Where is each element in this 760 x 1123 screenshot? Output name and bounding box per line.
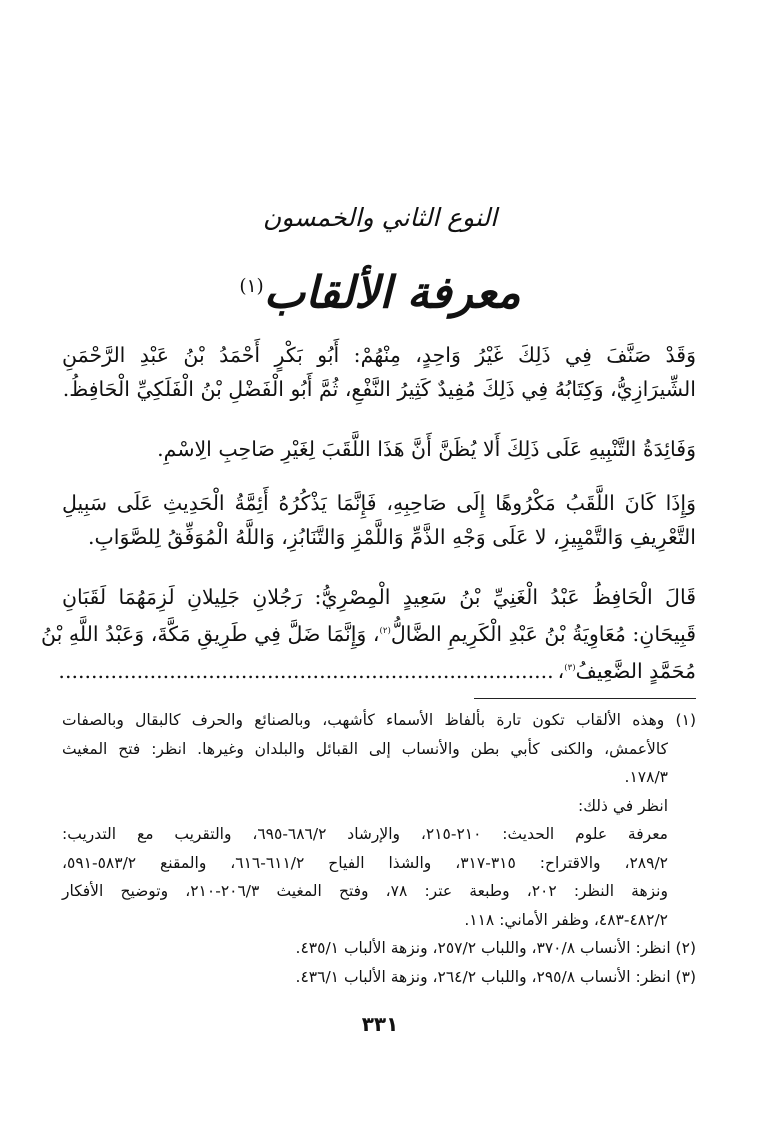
- paragraph-2-line-1: وَفَائِدَةُ التَّنْبِيهِ عَلَى ذَلِكَ أَلا يُظَنَّ أَنَّ هَذَا اللَّقَبَ لِغَيْرِ صَاحِبِ الِاسْمِ.: [157, 437, 696, 461]
- footnote-2: (٢) انظر: الأنساب ٣٧٠/٨، واللباب ٢٥٧/٢، ونزهة الألباب ٤٣٥/١.: [295, 939, 696, 957]
- footnotes: [62, 706, 696, 991]
- paragraph-4-line-3: [58, 651, 696, 688]
- footnote-ref-3[interactable]: (٣): [564, 662, 576, 673]
- footnote-separator: [474, 698, 696, 699]
- paragraph-4-line-2: [41, 614, 696, 651]
- paragraph-4-line-2-start: قَبِيحَانِ: مُعَاوِيَةُ بْنُ عَبْدِ الْكَرِيمِ الضَّالُّ: [390, 621, 696, 646]
- footnote-1-line-2: كالأعمش، والكنى كأبي بطن والأنساب إلى القبائل والبلدان وغيرها. انظر: فتح المغيث: [62, 739, 668, 758]
- footnote-1-line-7: ونزهة النظر: ٢٠٢، وطبعة عتر: ٧٨، وفتح المغيث ٢٠٦/٣-٢١٠، وتوضيح الأفكار: [62, 882, 668, 900]
- footnote-1-line-4: انظر في ذلك:: [578, 796, 668, 815]
- paragraph-3-line-2: التَّعْرِيفِ وَالتَّمْيِيزِ، لا عَلَى وَجْهِ الذَّمِّ وَاللَّمْزِ وَالتَّنَابُزِ، وَاللَّهُ الْمُوَفِّقُ لِلصَّوَابِ.: [87, 525, 696, 549]
- paragraph-4-line-3-end: ،: [557, 658, 565, 683]
- paragraph-1-line-1: وَقَدْ صَنَّفَ فِي ذَلِكَ غَيْرُ وَاحِدٍ، مِنْهُمْ: أَبُو بَكْرٍ أَحْمَدُ بْنُ عَبْدِ الرَّحْمَنِ: [62, 343, 696, 367]
- footnote-1-line-1: (١) وهذه الألقاب تكون تارة بألفاظ الأسماء كأشهب، وبالصنائع والحرف كالبقال وبالصفات: [62, 711, 696, 729]
- footnote-1-line-5: معرفة علوم الحديث: ٢١٠-٢١٥، والإرشاد ٦٨٦/٢-٦٩٥، والتقريب مع التدريب:: [62, 825, 668, 843]
- paragraph-1-line-2: الشِّيرَازِيُّ، وَكِتَابُهُ فِي ذَلِكَ مُفِيدٌ كَثِيرُ النَّفْعِ، ثُمَّ أَبُو الْفَضْلِ بْنُ الْفَلَكِيِّ الْحَافِظُ.: [62, 377, 696, 401]
- paragraph-1: [62, 338, 696, 406]
- paragraph-4: [41, 580, 696, 688]
- paragraph-3-line-1: وَإِذَا كَانَ اللَّقَبُ مَكْرُوهًا إِلَى صَاحِبِهِ، فَإِنَّمَا يَذْكُرُهُ أَئِمَّةُ الْحَدِيثِ عَلَى سَبِيلِ: [62, 491, 696, 515]
- footnote-ref-1[interactable]: (١): [239, 276, 264, 297]
- chapter-title: [0, 258, 760, 323]
- paragraph-2: [62, 432, 696, 466]
- chapter-title-text: معرفة الألقاب: [263, 267, 521, 319]
- footnote-1-line-8: ٤٨٢/٢-٤٨٣، وظفر الأماني: ١١٨.: [464, 910, 668, 929]
- chapter-subtitle: النوع الثاني والخمسون: [262, 203, 498, 232]
- continuation-dots: ............................................................................: [58, 658, 554, 683]
- paragraph-3: [62, 486, 696, 554]
- footnote-ref-2[interactable]: (٢): [379, 626, 391, 636]
- footnote-1-line-6: ٢٨٩/٢، والاقتراح: ٣١٥-٣١٧، والشذا الفياح ٦١١/٢-٦١٦، والمقنع ٥٨٣/٢-٥٩١،: [62, 853, 669, 872]
- paragraph-4-line-3-start: مُحَمَّدٍ الضَّعِيفُ: [575, 658, 696, 683]
- page-number: ٣٣١: [361, 1012, 399, 1036]
- paragraph-4-line-1: قَالَ الْحَافِظُ عَبْدُ الْغَنِيِّ بْنُ سَعِيدٍ الْمِصْرِيُّ: رَجُلانِ جَلِيلانِ لَزِمَهُمَا لَقَبَانِ: [62, 585, 696, 609]
- footnote-1-line-3: ١٧٨/٣.: [624, 768, 668, 786]
- footnote-3: (٣) انظر: الأنساب ٢٩٥/٨، واللباب ٢٦٤/٢، ونزهة الألباب ٤٣٦/١.: [295, 967, 696, 986]
- paragraph-4-line-2-end: ، وَإِنَّمَا ضَلَّ فِي طَرِيقِ مَكَّةَ، وَعَبْدُ اللَّهِ بْنُ: [41, 621, 380, 646]
